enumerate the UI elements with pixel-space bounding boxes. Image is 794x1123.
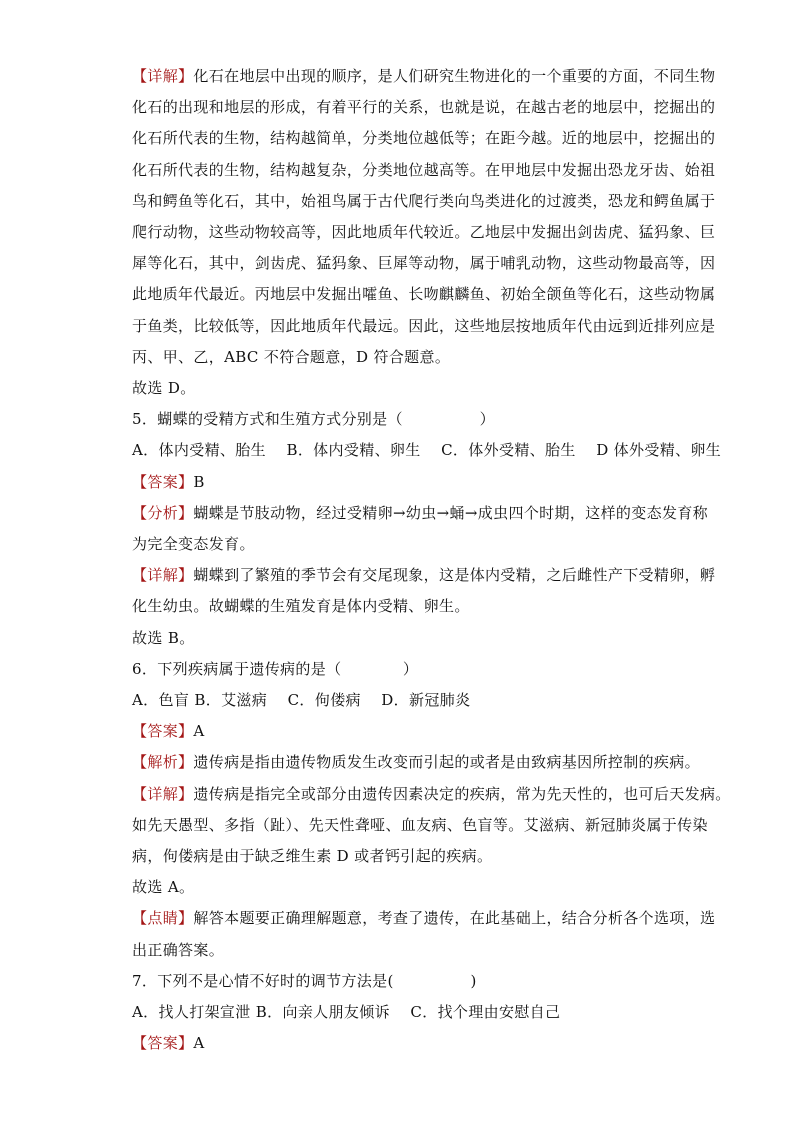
section-tag: 【详解】: [132, 566, 194, 585]
section-tag: 【分析】: [132, 503, 194, 522]
line-text: 遗传病是指完全或部分由遗传因素决定的疾病，常为先天性的，也可后天发病。: [193, 784, 731, 803]
section-tag: 【点睛】: [132, 909, 194, 928]
text-line: [132, 690, 470, 710]
line-text: 化石所代表的生物，结构越复杂，分类地位越高等。在甲地层中发掘出恐龙牙齿、始祖: [132, 160, 716, 179]
line-text: 爬行动物，这些动物较高等，因此地质年代较近。乙地层中发掘出剑齿虎、猛犸象、巨: [132, 223, 716, 241]
line-text: 7．下列不是心情不好时的调节方法是( ): [132, 971, 477, 990]
section-tag: 【详解】: [132, 784, 194, 803]
line-text: A: [193, 722, 205, 741]
text-line: [132, 191, 715, 211]
text-line: [132, 253, 715, 273]
section-tag: 【解析】: [132, 753, 194, 772]
line-text: 如先天愚型、多指（趾）、先天性聋哑、血友病、色盲等。艾滋病、新冠肺炎属于传染: [132, 815, 708, 834]
text-line: [132, 1033, 205, 1053]
line-text: 化石的出现和地层的形成，有着平行的关系，也就是说，在越古老的地层中，挖掘出的: [132, 98, 716, 117]
text-line: [132, 409, 495, 429]
text-line: [132, 378, 196, 398]
line-text: 蝴蝶到了繁殖的季节会有交尾现象，这是体内受精，之后雌性产下受精卵，孵: [193, 566, 716, 585]
line-text: 化石在地层中出现的顺序，是人们研究生物进化的一个重要的方面，不同生物: [193, 67, 716, 85]
text-line: [132, 1002, 560, 1022]
line-text: 解答本题要正确理解题意，考查了遗传，在此基础上，结合分析各个选项，选: [193, 909, 716, 928]
text-line: [132, 503, 708, 523]
line-text: 故选 D。: [132, 379, 196, 397]
section-tag: 【答案】: [132, 1034, 194, 1053]
text-line: [132, 222, 715, 242]
text-line: [132, 66, 715, 86]
text-line: [132, 659, 418, 679]
text-line: [132, 971, 477, 991]
text-line: [132, 347, 450, 367]
line-text: 丙、甲、乙，ABC 不符合题意，D 符合题意。: [132, 347, 451, 366]
text-line: [132, 128, 715, 148]
text-line: [132, 908, 715, 928]
line-text: 5．蝴蝶的受精方式和生殖方式分别是（ ）: [132, 410, 495, 429]
text-line: [132, 534, 255, 554]
line-text: B: [193, 472, 205, 491]
line-text: 出正确答案。: [132, 940, 225, 959]
line-text: A．体内受精、胎生 B．体内受精、卵生 C．体外受精、胎生 D 体外受精、卵生: [132, 441, 722, 460]
section-tag: 【答案】: [132, 722, 194, 741]
text-line: [132, 846, 492, 866]
line-text: 鸟和鳄鱼等化石，其中，始祖鸟属于古代爬行类向鸟类进化的过渡类，恐龙和鳄鱼属于: [132, 191, 716, 210]
text-line: [132, 877, 194, 897]
line-text: A．找人打架宣泄 B．向亲人朋友倾诉 C．找个理由安慰自己: [132, 1003, 561, 1021]
line-text: A．色盲 B．艾滋病 C．佝偻病 D．新冠肺炎: [132, 691, 471, 709]
line-text: 病，佝偻病是由于缺乏维生素 D 或者钙引起的疾病。: [132, 847, 493, 865]
line-text: A: [193, 1034, 205, 1053]
text-line: [132, 160, 715, 180]
text-line: [132, 316, 715, 336]
line-text: 为完全变态发育。: [132, 535, 255, 553]
line-text: 故选 A。: [132, 878, 195, 897]
line-text: 蝴蝶是节肢动物，经过受精卵→幼虫→蛹→成虫四个时期，这样的变态发育称: [193, 503, 709, 522]
line-text: 化生幼虫。故蝴蝶的生殖发育是体内受精、卵生。: [132, 597, 470, 616]
text-line: [132, 440, 721, 460]
text-line: [132, 97, 715, 117]
text-line: [132, 721, 205, 741]
text-line: [132, 596, 470, 616]
line-text: 犀等化石，其中，剑齿虎、猛犸象、巨犀等动物，属于哺乳动物，这些动物最高等，因: [132, 254, 716, 273]
text-line: [132, 284, 715, 304]
text-line: [132, 565, 715, 585]
line-text: 6．下列疾病属于遗传病的是（ ）: [132, 659, 419, 678]
text-line: [132, 472, 205, 492]
section-tag: 【答案】: [132, 472, 194, 491]
text-line: [132, 940, 224, 960]
text-line: [132, 784, 731, 804]
line-text: 遗传病是指由遗传物质发生改变而引起的或者是由致病基因所控制的疾病。: [193, 753, 700, 772]
line-text: 故选 B。: [132, 628, 195, 647]
line-text: 此地质年代最近。丙地层中发掘出嚯鱼、长吻麒麟鱼、初始全颌鱼等化石，这些动物属: [132, 285, 716, 304]
line-text: 化石所代表的生物，结构越简单，分类地位越低等；在距今越。近的地层中，挖掘出的: [132, 129, 716, 148]
line-text: 于鱼类，比较低等，因此地质年代最远。因此，这些地层按地质年代由远到近排列应是: [132, 316, 716, 335]
text-line: [132, 628, 195, 648]
text-line: [132, 815, 708, 835]
text-line: [132, 752, 700, 772]
section-tag: 【详解】: [132, 67, 194, 85]
